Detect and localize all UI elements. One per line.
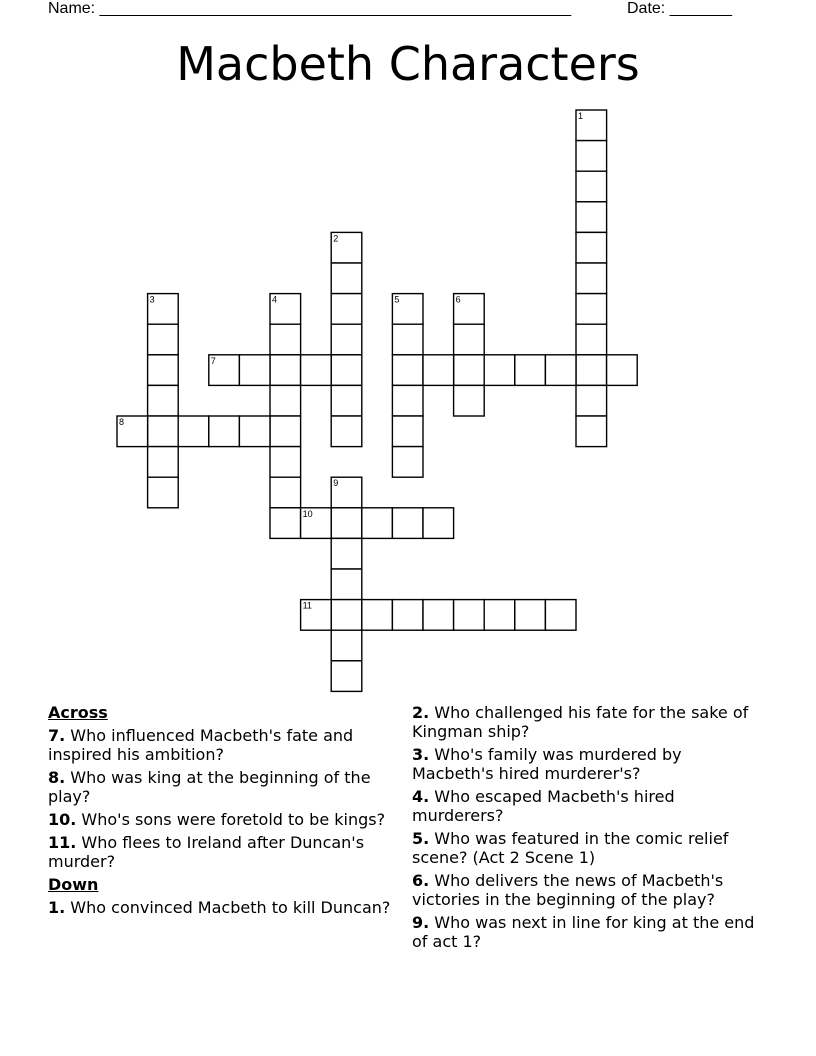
grid-cell[interactable]	[392, 355, 423, 386]
grid-cell[interactable]	[148, 385, 179, 416]
clue-number: 3.	[412, 745, 430, 764]
grid-cell[interactable]	[392, 385, 423, 416]
clue-text: Who's family was murdered by Macbeth's hired murderer's?	[412, 745, 682, 783]
clue-text: Who's sons were foretold to be kings?	[76, 810, 386, 829]
grid-cell[interactable]	[576, 171, 607, 202]
clues-right-column	[412, 703, 762, 955]
grid-cell[interactable]	[545, 600, 576, 631]
clue-number-label: 6	[455, 294, 461, 305]
grid-cell[interactable]	[392, 324, 423, 355]
grid-cell[interactable]	[331, 263, 362, 294]
down-clue-list-left	[48, 898, 398, 917]
grid-cell[interactable]	[331, 508, 362, 539]
grid-cell[interactable]	[301, 355, 332, 386]
grid-cell[interactable]	[148, 416, 179, 447]
grid-cell[interactable]	[392, 600, 423, 631]
grid-cell[interactable]	[148, 447, 179, 478]
grid-cell[interactable]	[331, 385, 362, 416]
clue-number: 5.	[412, 829, 430, 848]
grid-cell[interactable]	[576, 324, 607, 355]
page-title: Macbeth Characters	[176, 37, 640, 91]
grid-cell[interactable]	[484, 600, 515, 631]
clue-item	[48, 810, 398, 829]
clue-item	[48, 833, 398, 871]
name-line: Name: _____________________________________________________	[48, 0, 572, 17]
grid-cell[interactable]	[392, 447, 423, 478]
clue-number-label: 11	[302, 600, 312, 611]
grid-cell[interactable]	[423, 508, 454, 539]
clue-text: Who influenced Macbeth's fate and inspired his ambition?	[48, 726, 354, 764]
grid-cell[interactable]	[515, 355, 546, 386]
grid-cell[interactable]	[484, 355, 515, 386]
clue-item	[412, 871, 762, 909]
down-clue-list-right	[412, 703, 762, 951]
grid-cell[interactable]	[331, 324, 362, 355]
grid-cell[interactable]	[331, 294, 362, 325]
clue-number: 8.	[48, 768, 66, 787]
clue-number-label: 7	[210, 355, 216, 366]
clue-item	[412, 787, 762, 825]
grid-cell[interactable]	[270, 477, 301, 508]
grid-cell[interactable]	[331, 630, 362, 661]
grid-cell[interactable]	[607, 355, 638, 386]
across-heading: Across	[48, 703, 108, 722]
clue-number: 11.	[48, 833, 77, 852]
clue-number: 7.	[48, 726, 66, 745]
grid-cell[interactable]	[576, 232, 607, 263]
clue-item	[48, 726, 398, 764]
grid-cell[interactable]	[331, 600, 362, 631]
grid-cell[interactable]	[270, 324, 301, 355]
clue-number-label: 10	[302, 508, 313, 519]
clue-number: 1.	[48, 898, 66, 917]
clue-text: Who convinced Macbeth to kill Duncan?	[65, 898, 391, 917]
clue-item	[412, 703, 762, 741]
grid-cell[interactable]	[148, 355, 179, 386]
clue-number: 4.	[412, 787, 430, 806]
clue-number-label: 1	[578, 111, 584, 121]
grid-cell[interactable]	[270, 447, 301, 478]
grid-cell[interactable]	[239, 416, 270, 447]
clue-number: 2.	[412, 703, 430, 722]
down-heading: Down	[48, 875, 99, 894]
grid-cell[interactable]	[331, 355, 362, 386]
grid-cell[interactable]	[423, 600, 454, 631]
grid-cell[interactable]	[576, 385, 607, 416]
grid-cell[interactable]	[270, 508, 301, 539]
grid-cell[interactable]	[576, 202, 607, 233]
grid-cell[interactable]	[454, 600, 485, 631]
grid-cell[interactable]	[515, 600, 546, 631]
grid-cell[interactable]	[331, 538, 362, 569]
grid-cell[interactable]	[178, 416, 209, 447]
clue-text: Who delivers the news of Macbeth's victories in the beginning of the play?	[412, 871, 724, 909]
grid-cell[interactable]	[423, 355, 454, 386]
grid-cell[interactable]	[148, 477, 179, 508]
grid-cell[interactable]	[209, 416, 240, 447]
grid-cell[interactable]	[331, 416, 362, 447]
grid-cell[interactable]	[576, 263, 607, 294]
grid-cell[interactable]	[576, 355, 607, 386]
clue-number-label: 3	[149, 294, 155, 305]
grid-cell[interactable]	[576, 141, 607, 172]
clue-item	[48, 768, 398, 806]
clue-text: Who challenged his fate for the sake of Kingman ship?	[412, 703, 749, 741]
across-clue-list	[48, 726, 398, 871]
grid-cell[interactable]	[362, 600, 393, 631]
clue-number-label: 8	[119, 417, 125, 427]
clue-number: 9.	[412, 913, 430, 932]
clue-number-label: 9	[333, 478, 339, 489]
clue-number: 6.	[412, 871, 430, 890]
grid-cell[interactable]	[148, 324, 179, 355]
clue-text: Who escaped Macbeth's hired murderers?	[412, 787, 675, 825]
clue-text: Who was next in line for king at the end of act 1?	[412, 913, 755, 951]
clue-text: Who flees to Ireland after Duncan's murder?	[48, 833, 365, 871]
grid-cell[interactable]	[454, 355, 485, 386]
grid-cell[interactable]	[576, 416, 607, 447]
clue-item	[48, 898, 398, 917]
clue-item	[412, 913, 762, 951]
clue-text: Who was featured in the comic relief scene? (Act 2 Scene 1)	[412, 829, 729, 867]
grid-cell[interactable]	[270, 385, 301, 416]
grid-cell[interactable]	[362, 508, 393, 539]
date-line: Date: _______	[627, 0, 732, 17]
grid-cell[interactable]	[454, 324, 485, 355]
grid-cell[interactable]	[270, 416, 301, 447]
clue-number-label: 5	[394, 294, 400, 305]
clue-number: 10.	[48, 810, 77, 829]
clue-number-label: 4	[272, 294, 278, 305]
grid-cell[interactable]	[392, 416, 423, 447]
grid-cell[interactable]	[576, 294, 607, 325]
grid-cell[interactable]	[270, 355, 301, 386]
clue-item	[412, 745, 762, 783]
clue-item	[412, 829, 762, 867]
grid-cell[interactable]	[331, 661, 362, 692]
grid-cell[interactable]	[545, 355, 576, 386]
clues-left-column	[48, 703, 398, 921]
grid-cell[interactable]	[454, 385, 485, 416]
grid-cell[interactable]	[392, 508, 423, 539]
clue-number-label: 2	[333, 233, 339, 244]
clue-text: Who was king at the beginning of the play?	[48, 768, 371, 806]
grid-cell[interactable]	[239, 355, 270, 386]
grid-cell[interactable]	[331, 569, 362, 600]
